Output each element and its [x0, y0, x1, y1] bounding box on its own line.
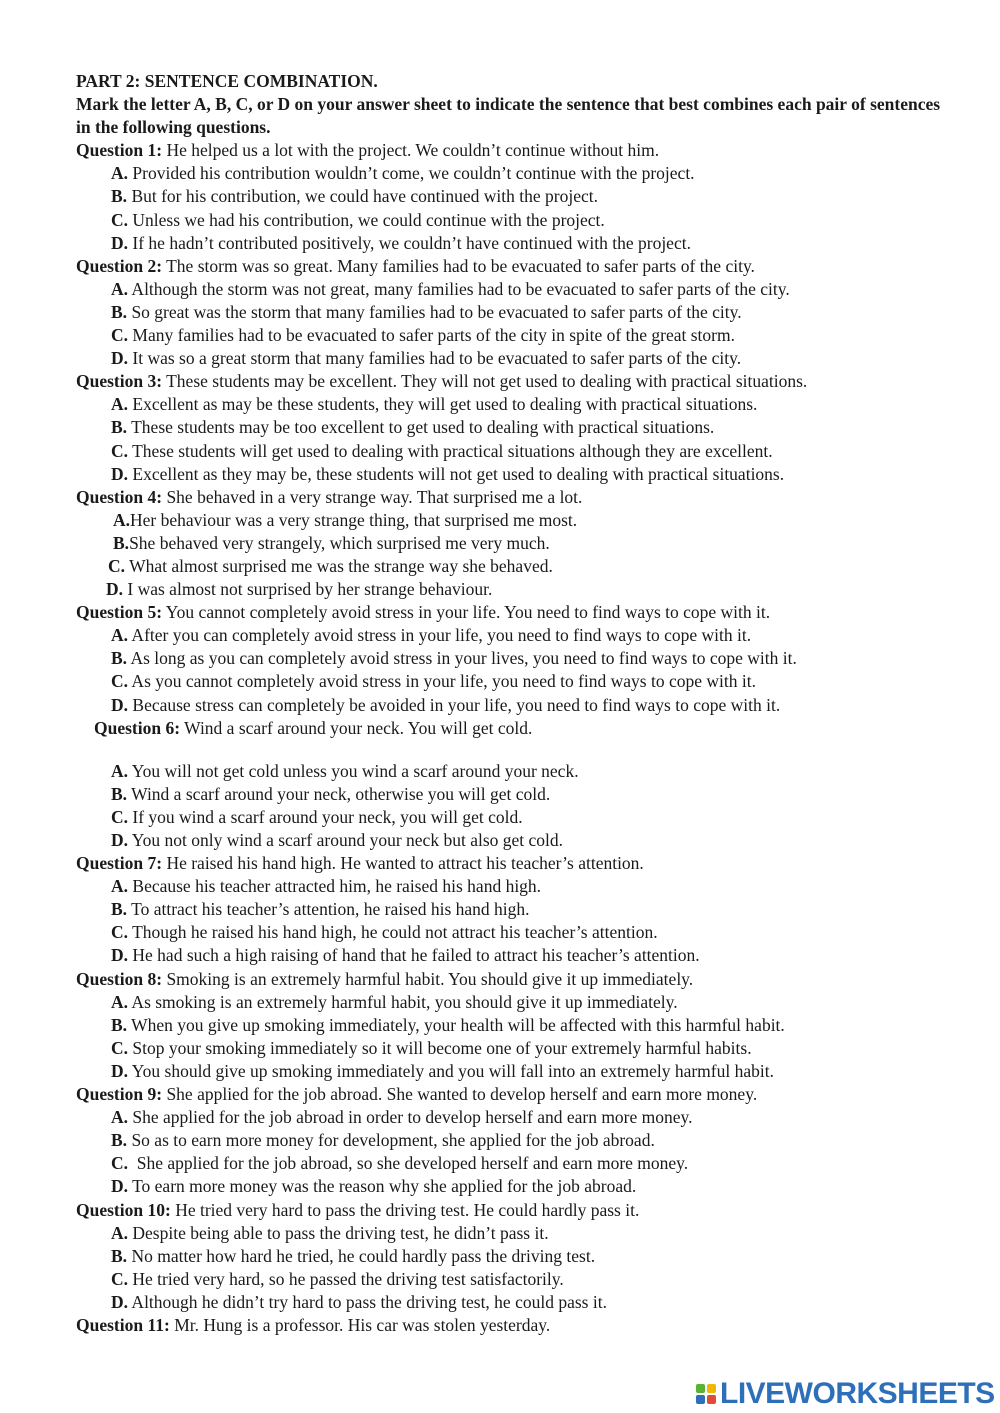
option-5b: B. As long as you can completely avoid stress in your lives, you need to find ways to cope with it.: [111, 648, 797, 669]
option-8a: A. As smoking is an extremely harmful habit, you should give it up immediately.: [111, 991, 678, 1012]
option-1c: C. Unless we had his contribution, we could continue with the project.: [111, 209, 605, 230]
question-text: Wind a scarf around your neck. You will get cold.: [180, 717, 533, 738]
question-10: [76, 1199, 956, 1222]
option-9b: B. So as to earn more money for development, she applied for the job abroad.: [111, 1130, 655, 1151]
option-4d: D. I was almost not surprised by her strange behaviour.: [106, 579, 493, 600]
logo-grid-icon: [696, 1384, 716, 1404]
option-1d: D. If he hadn’t contributed positively, we couldn’t have continued with the project.: [111, 232, 691, 253]
option-10c: C. He tried very hard, so he passed the driving test satisfactorily.: [111, 1268, 564, 1289]
spacer: [76, 740, 956, 760]
question-label: Question 11:: [76, 1314, 170, 1335]
option-6d: D. You not only wind a scarf around your neck but also get cold.: [111, 830, 564, 850]
option-7b: B. To attract his teacher’s attention, he raised his hand high.: [111, 899, 530, 920]
option-7a: A. Because his teacher attracted him, he raised his hand high.: [111, 876, 542, 897]
instructions: Mark the letter A, B, C, or D on your answer sheet to indicate the sentence that best combines each pair of sentences in the following questions.: [76, 94, 941, 138]
option-9a: A. She applied for the job abroad in order to develop herself and earn more money.: [111, 1107, 693, 1128]
question-7: [76, 852, 956, 875]
question-label: Question 6:: [94, 717, 181, 738]
question-text: He tried very hard to pass the driving test. He could hardly pass it.: [170, 1199, 640, 1220]
option-4c: C. What almost surprised me was the strange way she behaved.: [108, 555, 553, 576]
question-label: Question 10:: [76, 1199, 171, 1220]
option-5d: D. Because stress can completely be avoided in your life, you need to find ways to cope with it.: [111, 694, 781, 715]
question-6: [76, 717, 956, 740]
question-label: Question 7:: [76, 853, 163, 874]
liveworksheets-logo[interactable]: [696, 1377, 995, 1411]
option-9d: D. To earn more money was the reason why she applied for the job abroad.: [111, 1176, 637, 1197]
question-3: [76, 370, 836, 393]
option-6a: A. You will not get cold unless you wind a scarf around your neck.: [111, 760, 579, 781]
question-label: Question 1:: [76, 140, 163, 161]
question-text: These students may be excellent. They will not get used to dealing with practical situations.: [162, 371, 808, 392]
question-1: [76, 139, 956, 162]
question-label: Question 2:: [76, 255, 163, 276]
logo-square-green: [696, 1384, 705, 1393]
question-label: Question 5:: [76, 602, 163, 623]
question-text: He raised his hand high. He wanted to attract his teacher’s attention.: [162, 853, 644, 874]
question-text: Smoking is an extremely harmful habit. You should give it up immediately.: [162, 968, 694, 989]
option-8b: B. When you give up smoking immediately, your health will be affected with this harmful habit.: [111, 1014, 785, 1035]
logo-square-blue: [696, 1395, 705, 1404]
option-5c: C. As you cannot completely avoid stress in your life, you need to find ways to cope with it.: [111, 671, 756, 692]
logo-square-yellow: [707, 1384, 716, 1393]
option-10d: D. Although he didn’t try hard to pass the driving test, he could pass it.: [111, 1291, 607, 1312]
option-3b: B. These students may be too excellent to get used to dealing with practical situations.: [111, 417, 715, 438]
option-10a: A. Despite being able to pass the driving test, he didn’t pass it.: [111, 1222, 549, 1243]
option-10b: B. No matter how hard he tried, he could hardly pass the driving test.: [111, 1245, 596, 1266]
option-1a: A. Provided his contribution wouldn’t come, we couldn’t continue with the project.: [111, 163, 695, 184]
question-5: [76, 601, 956, 624]
option-1b: B. But for his contribution, we could have continued with the project.: [111, 186, 598, 207]
option-2c: C. Many families had to be evacuated to safer parts of the city in spite of the great storm.: [111, 325, 735, 346]
question-9: [76, 1083, 956, 1106]
logo-square-red: [707, 1395, 716, 1404]
part-title: PART 2: SENTENCE COMBINATION.: [76, 71, 378, 91]
worksheet: [76, 70, 956, 1337]
option-4a: A.Her behaviour was a very strange thing, that surprised me most.: [113, 509, 578, 530]
option-2d: D. It was so a great storm that many families had to be evacuated to safer parts of the city.: [111, 348, 742, 369]
option-4b: B.She behaved very strangely, which surprised me very much.: [113, 532, 550, 553]
question-text: You cannot completely avoid stress in your life. You need to find ways to cope with it.: [162, 602, 771, 623]
option-8c: C. Stop your smoking immediately so it will become one of your extremely harmful habits.: [111, 1037, 752, 1058]
option-3a: A. Excellent as may be these students, they will get used to dealing with practical situations.: [111, 394, 758, 415]
option-3c: C. These students will get used to dealing with practical situations although they are excellent.: [111, 440, 773, 461]
question-label: Question 9:: [76, 1084, 163, 1105]
question-text: She applied for the job abroad. She wanted to develop herself and earn more money.: [162, 1084, 758, 1105]
option-8d: D. You should give up smoking immediately and you will fall into an extremely harmful habit.: [111, 1060, 774, 1081]
question-label: Question 8:: [76, 968, 163, 989]
question-label: Question 4:: [76, 486, 163, 507]
logo-text: LIVEWORKSHEETS: [720, 1377, 995, 1410]
option-2a: A. Although the storm was not great, many families had to be evacuated to safer parts of the city.: [111, 278, 790, 299]
option-5a: A. After you can completely avoid stress in your life, you need to find ways to cope with it.: [111, 625, 752, 646]
option-2b: B. So great was the storm that many families had to be evacuated to safer parts of the city.: [111, 301, 742, 322]
question-8: [76, 968, 956, 991]
option-7d: D. He had such a high raising of hand that he failed to attract his teacher’s attention.: [111, 945, 700, 966]
question-2: [76, 255, 956, 278]
option-7c: C. Though he raised his hand high, he could not attract his teacher’s attention.: [111, 922, 658, 943]
question-11: [76, 1314, 956, 1337]
question-text: She behaved in a very strange way. That surprised me a lot.: [162, 486, 583, 507]
question-label: Question 3:: [76, 371, 163, 392]
option-6c: C. If you wind a scarf around your neck, you will get cold.: [111, 806, 523, 827]
question-text: Mr. Hung is a professor. His car was stolen yesterday.: [169, 1314, 551, 1335]
question-4: [76, 486, 956, 509]
option-3d: D. Excellent as they may be, these students will not get used to dealing with practical situations.: [111, 463, 785, 484]
option-6b: B. Wind a scarf around your neck, otherwise you will get cold.: [111, 783, 551, 804]
question-text: The storm was so great. Many families had to be evacuated to safer parts of the city.: [162, 255, 755, 276]
question-text: He helped us a lot with the project. We couldn’t continue without him.: [162, 140, 660, 161]
option-9c: C. She applied for the job abroad, so she developed herself and earn more money.: [111, 1153, 689, 1174]
